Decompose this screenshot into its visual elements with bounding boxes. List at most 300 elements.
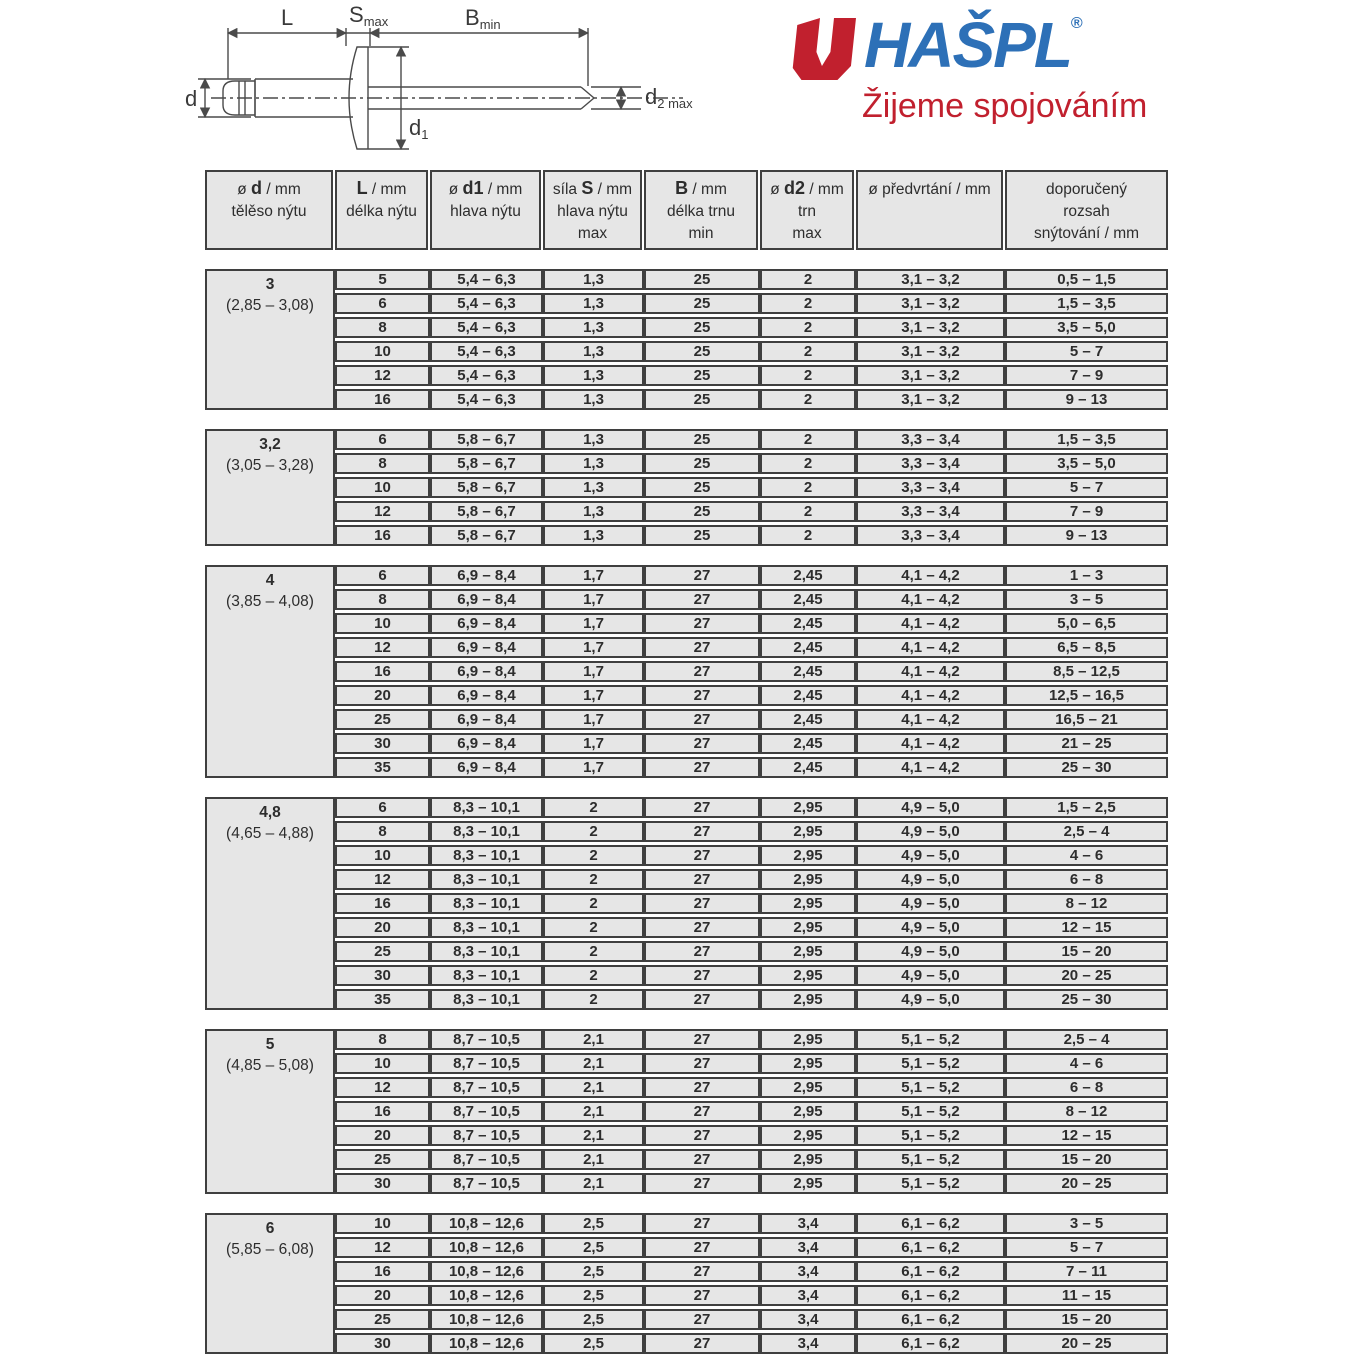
table-cell: 8 (335, 453, 430, 474)
table-row (335, 269, 1168, 290)
table-cell: 12 (335, 1077, 430, 1098)
table-cell: 5 – 7 (1005, 1237, 1168, 1258)
table-cell: 27 (644, 845, 760, 866)
group-diameter-cell (205, 269, 335, 410)
table-cell: 6 (335, 797, 430, 818)
table-row (335, 429, 1168, 450)
table-cell: 2,5 (543, 1237, 644, 1258)
table-row (335, 1237, 1168, 1258)
table-cell: 10,8 – 12,6 (430, 1333, 543, 1354)
table-cell: 4,1 – 4,2 (856, 565, 1005, 586)
table-cell: 27 (644, 661, 760, 682)
table-cell: 2,95 (760, 1173, 856, 1194)
table-cell: 25 (644, 501, 760, 522)
table-cell: 2,45 (760, 733, 856, 754)
table-cell: 12 – 15 (1005, 1125, 1168, 1146)
table-cell: 10,8 – 12,6 (430, 1213, 543, 1234)
table-cell: 4,1 – 4,2 (856, 757, 1005, 778)
table-row (335, 845, 1168, 866)
table-row (335, 1053, 1168, 1074)
table-cell: 3,3 – 3,4 (856, 525, 1005, 546)
table-group (205, 429, 1168, 546)
table-cell: 1,3 (543, 341, 644, 362)
table-cell: 16 (335, 893, 430, 914)
header-text: / mm (262, 181, 301, 198)
table-row (335, 733, 1168, 754)
group-diameter: 4 (265, 572, 275, 589)
header-cell (205, 170, 333, 250)
table-cell: 6,9 – 8,4 (430, 709, 543, 730)
table-cell: 27 (644, 709, 760, 730)
header-line (762, 177, 852, 201)
table-cell: 27 (644, 1285, 760, 1306)
table-cell: 2 (760, 525, 856, 546)
table-cell: 1,7 (543, 565, 644, 586)
table-cell: 8 (335, 317, 430, 338)
table-cell: 3,4 (760, 1261, 856, 1282)
table-cell: 1,7 (543, 661, 644, 682)
rivet-technical-drawing (183, 0, 703, 162)
table-group (205, 269, 1168, 410)
table-cell: 4,1 – 4,2 (856, 589, 1005, 610)
table-cell: 27 (644, 821, 760, 842)
table-cell: 2 (543, 797, 644, 818)
header-symbol: d2 (784, 178, 806, 198)
table-cell: 5,4 – 6,3 (430, 293, 543, 314)
table-cell: 7 – 11 (1005, 1261, 1168, 1282)
table-cell: 25 (644, 453, 760, 474)
table-cell: 25 (644, 389, 760, 410)
header-symbol: L (356, 178, 368, 198)
table-cell: 5,4 – 6,3 (430, 269, 543, 290)
table-cell: 6,9 – 8,4 (430, 589, 543, 610)
table-cell: 27 (644, 1053, 760, 1074)
table-cell: 8,3 – 10,1 (430, 917, 543, 938)
table-row (335, 709, 1168, 730)
group-diameter: 5 (265, 1036, 275, 1053)
group-rows (335, 429, 1168, 546)
table-cell: 3,1 – 3,2 (856, 317, 1005, 338)
table-row (335, 501, 1168, 522)
table-cell: 2,1 (543, 1125, 644, 1146)
table-cell: 30 (335, 733, 430, 754)
group-diameter-cell (205, 1213, 335, 1354)
header-line (646, 177, 756, 201)
table-cell: 5,4 – 6,3 (430, 317, 543, 338)
table-cell: 2,5 (543, 1285, 644, 1306)
table-cell: 3,5 – 5,0 (1005, 317, 1168, 338)
table-cell: 3,1 – 3,2 (856, 365, 1005, 386)
table-cell: 6,9 – 8,4 (430, 685, 543, 706)
table-row (335, 757, 1168, 778)
table-cell: 1,3 (543, 525, 644, 546)
group-diameter-range: (2,85 – 3,08) (226, 297, 314, 314)
header-symbol: d1 (462, 178, 484, 198)
table-cell: 8,3 – 10,1 (430, 989, 543, 1010)
header-text: ø předvrtání / mm (868, 181, 991, 198)
table-cell: 3,4 (760, 1333, 856, 1354)
table-cell: 27 (644, 1261, 760, 1282)
table-cell: 5,4 – 6,3 (430, 365, 543, 386)
table-cell: 27 (644, 1077, 760, 1098)
table-cell: 2,5 (543, 1213, 644, 1234)
table-cell: 1,7 (543, 637, 644, 658)
table-cell: 2,45 (760, 565, 856, 586)
table-cell: 6,9 – 8,4 (430, 733, 543, 754)
table-row (335, 317, 1168, 338)
table-cell: 4,1 – 4,2 (856, 637, 1005, 658)
table-cell: 6 – 8 (1005, 869, 1168, 890)
table-row (335, 941, 1168, 962)
group-diameter-cell (205, 565, 335, 778)
header-line: max (577, 225, 608, 242)
dim-label-S-max: Smax (349, 2, 389, 29)
table-cell: 27 (644, 1237, 760, 1258)
table-cell: 8,3 – 10,1 (430, 869, 543, 890)
table-cell: 10 (335, 845, 430, 866)
table-cell: 4,9 – 5,0 (856, 989, 1005, 1010)
table-cell: 1,3 (543, 501, 644, 522)
table-group (205, 1213, 1168, 1354)
table-header-row (205, 170, 1168, 250)
table-cell: 1,7 (543, 757, 644, 778)
table-cell: 1,7 (543, 709, 644, 730)
header-line: trn (797, 203, 817, 220)
table-cell: 6 (335, 565, 430, 586)
table-cell: 1 – 3 (1005, 565, 1168, 586)
table-cell: 1,3 (543, 477, 644, 498)
table-cell: 4,1 – 4,2 (856, 733, 1005, 754)
table-cell: 25 (335, 709, 430, 730)
table-cell: 8,3 – 10,1 (430, 845, 543, 866)
table-cell: 4,9 – 5,0 (856, 797, 1005, 818)
table-row (335, 821, 1168, 842)
table-cell: 8 – 12 (1005, 893, 1168, 914)
table-cell: 5,1 – 5,2 (856, 1149, 1005, 1170)
group-diameter-range: (4,85 – 5,08) (226, 1057, 314, 1074)
header-line (858, 177, 1001, 201)
table-cell: 3,4 (760, 1213, 856, 1234)
table-cell: 10 (335, 613, 430, 634)
table-cell: 9 – 13 (1005, 389, 1168, 410)
table-cell: 1,3 (543, 317, 644, 338)
table-cell: 10 (335, 477, 430, 498)
table-cell: 2,1 (543, 1029, 644, 1050)
table-cell: 8,3 – 10,1 (430, 821, 543, 842)
table-row (335, 589, 1168, 610)
table-cell: 25 (644, 317, 760, 338)
table-row (335, 341, 1168, 362)
table-cell: 5,8 – 6,7 (430, 453, 543, 474)
table-cell: 27 (644, 637, 760, 658)
table-cell: 10,8 – 12,6 (430, 1261, 543, 1282)
header-line: snýtování / mm (1033, 225, 1140, 242)
table-cell: 3,3 – 3,4 (856, 453, 1005, 474)
dim-label-L: L (281, 5, 294, 30)
table-cell: 27 (644, 733, 760, 754)
table-cell: 25 – 30 (1005, 989, 1168, 1010)
table-cell: 2 (543, 821, 644, 842)
table-cell: 1,7 (543, 589, 644, 610)
group-rows (335, 1213, 1168, 1354)
table-cell: 2,1 (543, 1101, 644, 1122)
group-diameter-cell (205, 797, 335, 1010)
dim-label-d1: d1 (409, 115, 429, 142)
table-row (335, 797, 1168, 818)
table-cell: 12 – 15 (1005, 917, 1168, 938)
table-cell: 6,9 – 8,4 (430, 757, 543, 778)
table-cell: 1,3 (543, 269, 644, 290)
table-cell: 12 (335, 869, 430, 890)
table-cell: 2 (760, 501, 856, 522)
table-cell: 4,9 – 5,0 (856, 869, 1005, 890)
table-row (335, 1029, 1168, 1050)
table-cell: 2,45 (760, 757, 856, 778)
table-cell: 8,7 – 10,5 (430, 1077, 543, 1098)
table-cell: 20 (335, 685, 430, 706)
table-cell: 27 (644, 989, 760, 1010)
table-cell: 2,45 (760, 589, 856, 610)
table-row (335, 685, 1168, 706)
header-line (1007, 177, 1166, 201)
table-cell: 12,5 – 16,5 (1005, 685, 1168, 706)
table-cell: 4,1 – 4,2 (856, 685, 1005, 706)
table-cell: 6,9 – 8,4 (430, 637, 543, 658)
table-cell: 4,1 – 4,2 (856, 613, 1005, 634)
table-cell: 20 – 25 (1005, 1333, 1168, 1354)
table-cell: 27 (644, 1029, 760, 1050)
table-group (205, 797, 1168, 1010)
table-cell: 3,3 – 3,4 (856, 429, 1005, 450)
table-cell: 2,95 (760, 869, 856, 890)
table-cell: 2 (543, 941, 644, 962)
table-cell: 27 (644, 869, 760, 890)
table-cell: 10,8 – 12,6 (430, 1285, 543, 1306)
logo-row (790, 9, 1190, 81)
table-cell: 27 (644, 613, 760, 634)
table-cell: 1,3 (543, 389, 644, 410)
header-cell (335, 170, 428, 250)
table-cell: 7 – 9 (1005, 365, 1168, 386)
table-cell: 2 (543, 869, 644, 890)
header-line: délka trnu (666, 203, 736, 220)
table-cell: 3 – 5 (1005, 589, 1168, 610)
table-cell: 5,1 – 5,2 (856, 1101, 1005, 1122)
table-cell: 6,5 – 8,5 (1005, 637, 1168, 658)
table-cell: 1,5 – 3,5 (1005, 293, 1168, 314)
table-cell: 2,5 (543, 1309, 644, 1330)
table-cell: 2,95 (760, 893, 856, 914)
table-cell: 5,8 – 6,7 (430, 525, 543, 546)
brand-wordmark: HAŠPL (864, 9, 1071, 81)
table-cell: 2,95 (760, 1053, 856, 1074)
header-symbol: S (581, 178, 594, 198)
table-row (335, 965, 1168, 986)
table-cell: 2,1 (543, 1149, 644, 1170)
table-cell: 8,5 – 12,5 (1005, 661, 1168, 682)
table-body (205, 269, 1168, 1354)
header-text: / mm (367, 181, 407, 198)
table-cell: 27 (644, 1101, 760, 1122)
table-cell: 2 (543, 965, 644, 986)
table-cell: 2,95 (760, 941, 856, 962)
table-cell: 27 (644, 917, 760, 938)
table-cell: 4,9 – 5,0 (856, 893, 1005, 914)
table-row (335, 1125, 1168, 1146)
table-cell: 15 – 20 (1005, 941, 1168, 962)
table-cell: 5,8 – 6,7 (430, 501, 543, 522)
table-row (335, 1333, 1168, 1354)
header-line (207, 177, 331, 201)
table-cell: 27 (644, 589, 760, 610)
dim-label-d: d (185, 86, 198, 111)
table-row (335, 613, 1168, 634)
table-cell: 3,4 (760, 1285, 856, 1306)
table-cell: 6,1 – 6,2 (856, 1213, 1005, 1234)
table-group (205, 1029, 1168, 1194)
header-cell (760, 170, 854, 250)
table-row (335, 453, 1168, 474)
table-cell: 2,95 (760, 917, 856, 938)
table-cell: 2 (543, 893, 644, 914)
table-row (335, 893, 1168, 914)
table-cell: 27 (644, 1173, 760, 1194)
table-cell: 16,5 – 21 (1005, 709, 1168, 730)
header-symbol: B (675, 178, 689, 198)
table-cell: 1,7 (543, 685, 644, 706)
group-rows (335, 269, 1168, 410)
table-cell: 8,7 – 10,5 (430, 1125, 543, 1146)
table-row (335, 1149, 1168, 1170)
table-cell: 1,5 – 3,5 (1005, 429, 1168, 450)
table-cell: 2,95 (760, 1077, 856, 1098)
table-cell: 16 (335, 525, 430, 546)
table-cell: 16 (335, 661, 430, 682)
table-cell: 27 (644, 797, 760, 818)
group-rows (335, 565, 1168, 778)
header-line: délka nýtu (346, 203, 417, 220)
haspl-logo (790, 9, 1190, 125)
table-cell: 27 (644, 1149, 760, 1170)
header-line: rozsah (1063, 203, 1110, 220)
header-cell (856, 170, 1003, 250)
header-text: / mm (593, 181, 633, 198)
table-cell: 4,1 – 4,2 (856, 709, 1005, 730)
table-cell: 6,1 – 6,2 (856, 1333, 1005, 1354)
table-cell: 5,4 – 6,3 (430, 389, 543, 410)
table-cell: 6,1 – 6,2 (856, 1261, 1005, 1282)
table-cell: 3,4 (760, 1309, 856, 1330)
registered-trademark-icon: ® (1070, 15, 1083, 32)
table-cell: 3,1 – 3,2 (856, 293, 1005, 314)
table-cell: 21 – 25 (1005, 733, 1168, 754)
table-cell: 3,1 – 3,2 (856, 341, 1005, 362)
table-cell: 3,5 – 5,0 (1005, 453, 1168, 474)
table-cell: 20 – 25 (1005, 1173, 1168, 1194)
table-row (335, 389, 1168, 410)
table-cell: 2 (760, 389, 856, 410)
table-cell: 4,9 – 5,0 (856, 845, 1005, 866)
table-row (335, 637, 1168, 658)
table-cell: 25 – 30 (1005, 757, 1168, 778)
header-line (432, 177, 539, 201)
group-diameter: 3 (265, 276, 275, 293)
table-cell: 8 (335, 821, 430, 842)
rivet-spec-table (205, 170, 1168, 1354)
table-cell: 27 (644, 1333, 760, 1354)
table-cell: 12 (335, 365, 430, 386)
header-text: ø (237, 181, 252, 198)
table-cell: 2,5 (543, 1261, 644, 1282)
table-cell: 25 (335, 1149, 430, 1170)
header-line: hlava nýtu (557, 203, 628, 220)
dim-label-d2-max: d2 max (645, 84, 693, 111)
group-diameter: 4,8 (259, 804, 281, 821)
table-cell: 2,95 (760, 1125, 856, 1146)
table-cell: 2,45 (760, 661, 856, 682)
table-cell: 1,3 (543, 429, 644, 450)
group-diameter-cell (205, 429, 335, 546)
table-cell: 2,45 (760, 637, 856, 658)
table-cell: 2 (760, 269, 856, 290)
table-cell: 1,3 (543, 365, 644, 386)
table-row (335, 989, 1168, 1010)
table-row (335, 869, 1168, 890)
table-row (335, 1173, 1168, 1194)
table-cell: 6,9 – 8,4 (430, 565, 543, 586)
table-cell: 6 – 8 (1005, 1077, 1168, 1098)
table-cell: 5,1 – 5,2 (856, 1029, 1005, 1050)
header-text: / mm (688, 181, 727, 198)
table-cell: 2 (760, 365, 856, 386)
table-cell: 15 – 20 (1005, 1309, 1168, 1330)
table-cell: 35 (335, 989, 430, 1010)
table-cell: 2 (760, 341, 856, 362)
table-cell: 2,95 (760, 821, 856, 842)
table-cell: 2,95 (760, 965, 856, 986)
table-cell: 2,95 (760, 797, 856, 818)
table-cell: 5 – 7 (1005, 477, 1168, 498)
table-cell: 5,1 – 5,2 (856, 1053, 1005, 1074)
header-cell (543, 170, 642, 250)
table-cell: 5,4 – 6,3 (430, 341, 543, 362)
group-rows (335, 797, 1168, 1010)
table-cell: 27 (644, 685, 760, 706)
table-cell: 5,1 – 5,2 (856, 1077, 1005, 1098)
header-text: / mm (483, 181, 523, 198)
table-cell: 8,7 – 10,5 (430, 1053, 543, 1074)
table-cell: 4,9 – 5,0 (856, 821, 1005, 842)
group-diameter-range: (4,65 – 4,88) (226, 825, 314, 842)
table-cell: 25 (644, 477, 760, 498)
table-cell: 2,95 (760, 1149, 856, 1170)
table-cell: 1,3 (543, 293, 644, 314)
table-cell: 25 (644, 269, 760, 290)
table-row (335, 477, 1168, 498)
header-line: max (792, 225, 822, 242)
table-cell: 7 – 9 (1005, 501, 1168, 522)
table-cell: 1,7 (543, 613, 644, 634)
table-cell: 25 (644, 429, 760, 450)
header-cell (1005, 170, 1168, 250)
table-cell: 10,8 – 12,6 (430, 1237, 543, 1258)
table-cell: 4 – 6 (1005, 1053, 1168, 1074)
table-cell: 30 (335, 1173, 430, 1194)
table-cell: 16 (335, 1261, 430, 1282)
table-cell: 10,8 – 12,6 (430, 1309, 543, 1330)
table-cell: 27 (644, 1213, 760, 1234)
table-cell: 2,1 (543, 1173, 644, 1194)
